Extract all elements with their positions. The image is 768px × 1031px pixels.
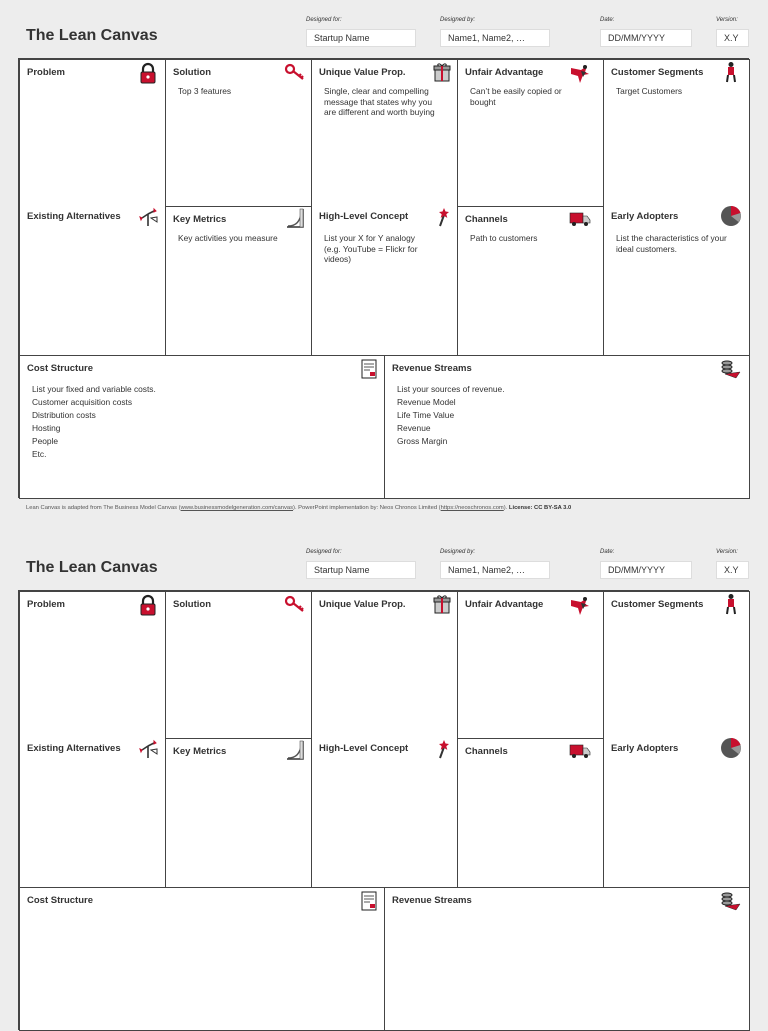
footer-middle: ). PowerPoint implementation by: Neos Chronos Limited ( [293, 505, 441, 511]
existing-alternatives-title: Existing Alternatives [27, 211, 121, 222]
version-label: Version: [716, 17, 738, 23]
key-metrics-text: Key activities you measure [178, 233, 278, 243]
neoschronos-link[interactable]: https://neoschronos.com [440, 505, 504, 511]
invoice-icon [358, 358, 380, 380]
growth-chart-icon [284, 207, 306, 229]
designed-for-label: Designed for: [306, 549, 342, 555]
page-title: The Lean Canvas [26, 559, 158, 576]
key-icon [284, 62, 306, 84]
early-adopters-text: List the characteristics of your ideal customers. [616, 233, 727, 254]
unfair-advantage-title: Unfair Advantage [465, 67, 544, 78]
canvas-grid [18, 590, 749, 1030]
revenue-streams-block[interactable] [384, 355, 750, 499]
customer-segments-title: Customer Segments [611, 67, 704, 78]
gift-box-icon [431, 61, 453, 83]
pie-chart-icon [720, 205, 742, 227]
designed-by-field[interactable]: Name1, Name2, … [440, 561, 550, 579]
uvp-title: Unique Value Prop. [319, 599, 406, 610]
cost-structure-block[interactable] [19, 887, 385, 1031]
date-label: Date: [600, 17, 615, 23]
key-metrics-title: Key Metrics [173, 214, 227, 225]
designed-by-label: Designed by: [440, 549, 476, 555]
key-icon [284, 594, 306, 616]
channels-title: Channels [465, 214, 508, 225]
problem-block[interactable] [19, 591, 166, 888]
problem-block[interactable] [19, 59, 166, 356]
designed-for-field[interactable]: Startup Name [306, 561, 416, 579]
solution-title: Solution [173, 67, 211, 78]
revenue-streams-title: Revenue Streams [392, 363, 472, 374]
designed-by-field[interactable]: Name1, Name2, … [440, 29, 550, 47]
version-field[interactable]: X.Y [716, 561, 749, 579]
designed-by-label: Designed by: [440, 17, 476, 23]
cost-structure-text: List your fixed and variable costs. Customer acquisition costs Distribution costs Hosting People Etc. [32, 384, 156, 459]
high-level-concept-title: High-Level Concept [319, 211, 409, 222]
invoice-icon [358, 890, 380, 912]
superhero-icon [569, 62, 591, 84]
unfair-advantage-title: Unfair Advantage [465, 599, 544, 610]
delivery-truck-icon [569, 739, 591, 761]
version-field[interactable]: X.Y [716, 29, 749, 47]
solution-block[interactable] [165, 59, 312, 207]
channels-block[interactable] [457, 738, 604, 888]
page-title: The Lean Canvas [26, 27, 158, 44]
key-metrics-block[interactable] [165, 738, 312, 888]
uvp-block[interactable] [311, 59, 458, 356]
designed-for-field[interactable]: Startup Name [306, 29, 416, 47]
superhero-icon [569, 594, 591, 616]
license-text: License: CC BY-SA 3.0 [508, 505, 572, 511]
revenue-streams-title: Revenue Streams [392, 895, 472, 906]
person-icon [720, 61, 742, 83]
customer-segments-title: Customer Segments [611, 599, 704, 610]
unfair-advantage-block[interactable] [457, 591, 604, 739]
solution-block[interactable] [165, 591, 312, 739]
solution-title: Solution [173, 599, 211, 610]
high-level-concept-title: High-Level Concept [319, 743, 409, 754]
uvp-text: Single, clear and compelling message that states why you are different and worth buying [324, 86, 435, 117]
money-stack-icon [719, 358, 741, 380]
direction-arrows-icon [137, 206, 159, 228]
channels-block[interactable] [457, 206, 604, 356]
solution-text: Top 3 features [178, 86, 232, 96]
customer-segments-block[interactable] [603, 59, 750, 356]
customer-segments-text: Target Customers [616, 86, 683, 96]
direction-arrows-icon [137, 738, 159, 760]
uvp-block[interactable] [311, 591, 458, 888]
customer-segments-block[interactable] [603, 591, 750, 888]
key-metrics-title: Key Metrics [173, 746, 227, 757]
date-field[interactable]: DD/MM/YYYY [600, 561, 692, 579]
footer-suffix: ). [503, 505, 509, 511]
designed-for-label: Designed for: [306, 17, 342, 23]
channels-text: Path to customers [470, 233, 538, 243]
key-metrics-block[interactable] [165, 206, 312, 356]
revenue-streams-text: List your sources of revenue. Revenue Model Life Time Value Revenue Gross Margin [397, 384, 505, 446]
money-stack-icon [719, 890, 741, 912]
person-icon [720, 593, 742, 615]
early-adopters-title: Early Adopters [611, 211, 679, 222]
channels-title: Channels [465, 746, 508, 757]
cost-structure-block[interactable] [19, 355, 385, 499]
pie-chart-icon [720, 737, 742, 759]
bmc-link[interactable]: www.businessmodelgeneration.com/canvas [180, 505, 294, 511]
unfair-advantage-text: Can’t be easily copied or bought [470, 86, 562, 107]
existing-alternatives-title: Existing Alternatives [27, 743, 121, 754]
problem-title: Problem [27, 67, 66, 78]
cost-structure-title: Cost Structure [27, 895, 93, 906]
uvp-title: Unique Value Prop. [319, 67, 406, 78]
magic-wand-icon [431, 206, 453, 228]
early-adopters-title: Early Adopters [611, 743, 679, 754]
revenue-streams-block[interactable] [384, 887, 750, 1031]
date-field[interactable]: DD/MM/YYYY [600, 29, 692, 47]
date-label: Date: [600, 549, 615, 555]
unfair-advantage-block[interactable] [457, 59, 604, 207]
high-level-concept-text: List your X for Y analogy (e.g. YouTube = Flickr for videos) [324, 233, 418, 264]
version-label: Version: [716, 549, 738, 555]
growth-chart-icon [284, 739, 306, 761]
footer-prefix: Lean Canvas is adapted from The Business Model Canvas ( [26, 505, 181, 511]
cost-structure-title: Cost Structure [27, 363, 93, 374]
delivery-truck-icon [569, 207, 591, 229]
padlock-icon [137, 62, 159, 84]
attribution-footer [26, 505, 571, 511]
padlock-icon [137, 594, 159, 616]
gift-box-icon [431, 593, 453, 615]
problem-title: Problem [27, 599, 66, 610]
magic-wand-icon [431, 738, 453, 760]
canvas-grid [18, 58, 749, 498]
